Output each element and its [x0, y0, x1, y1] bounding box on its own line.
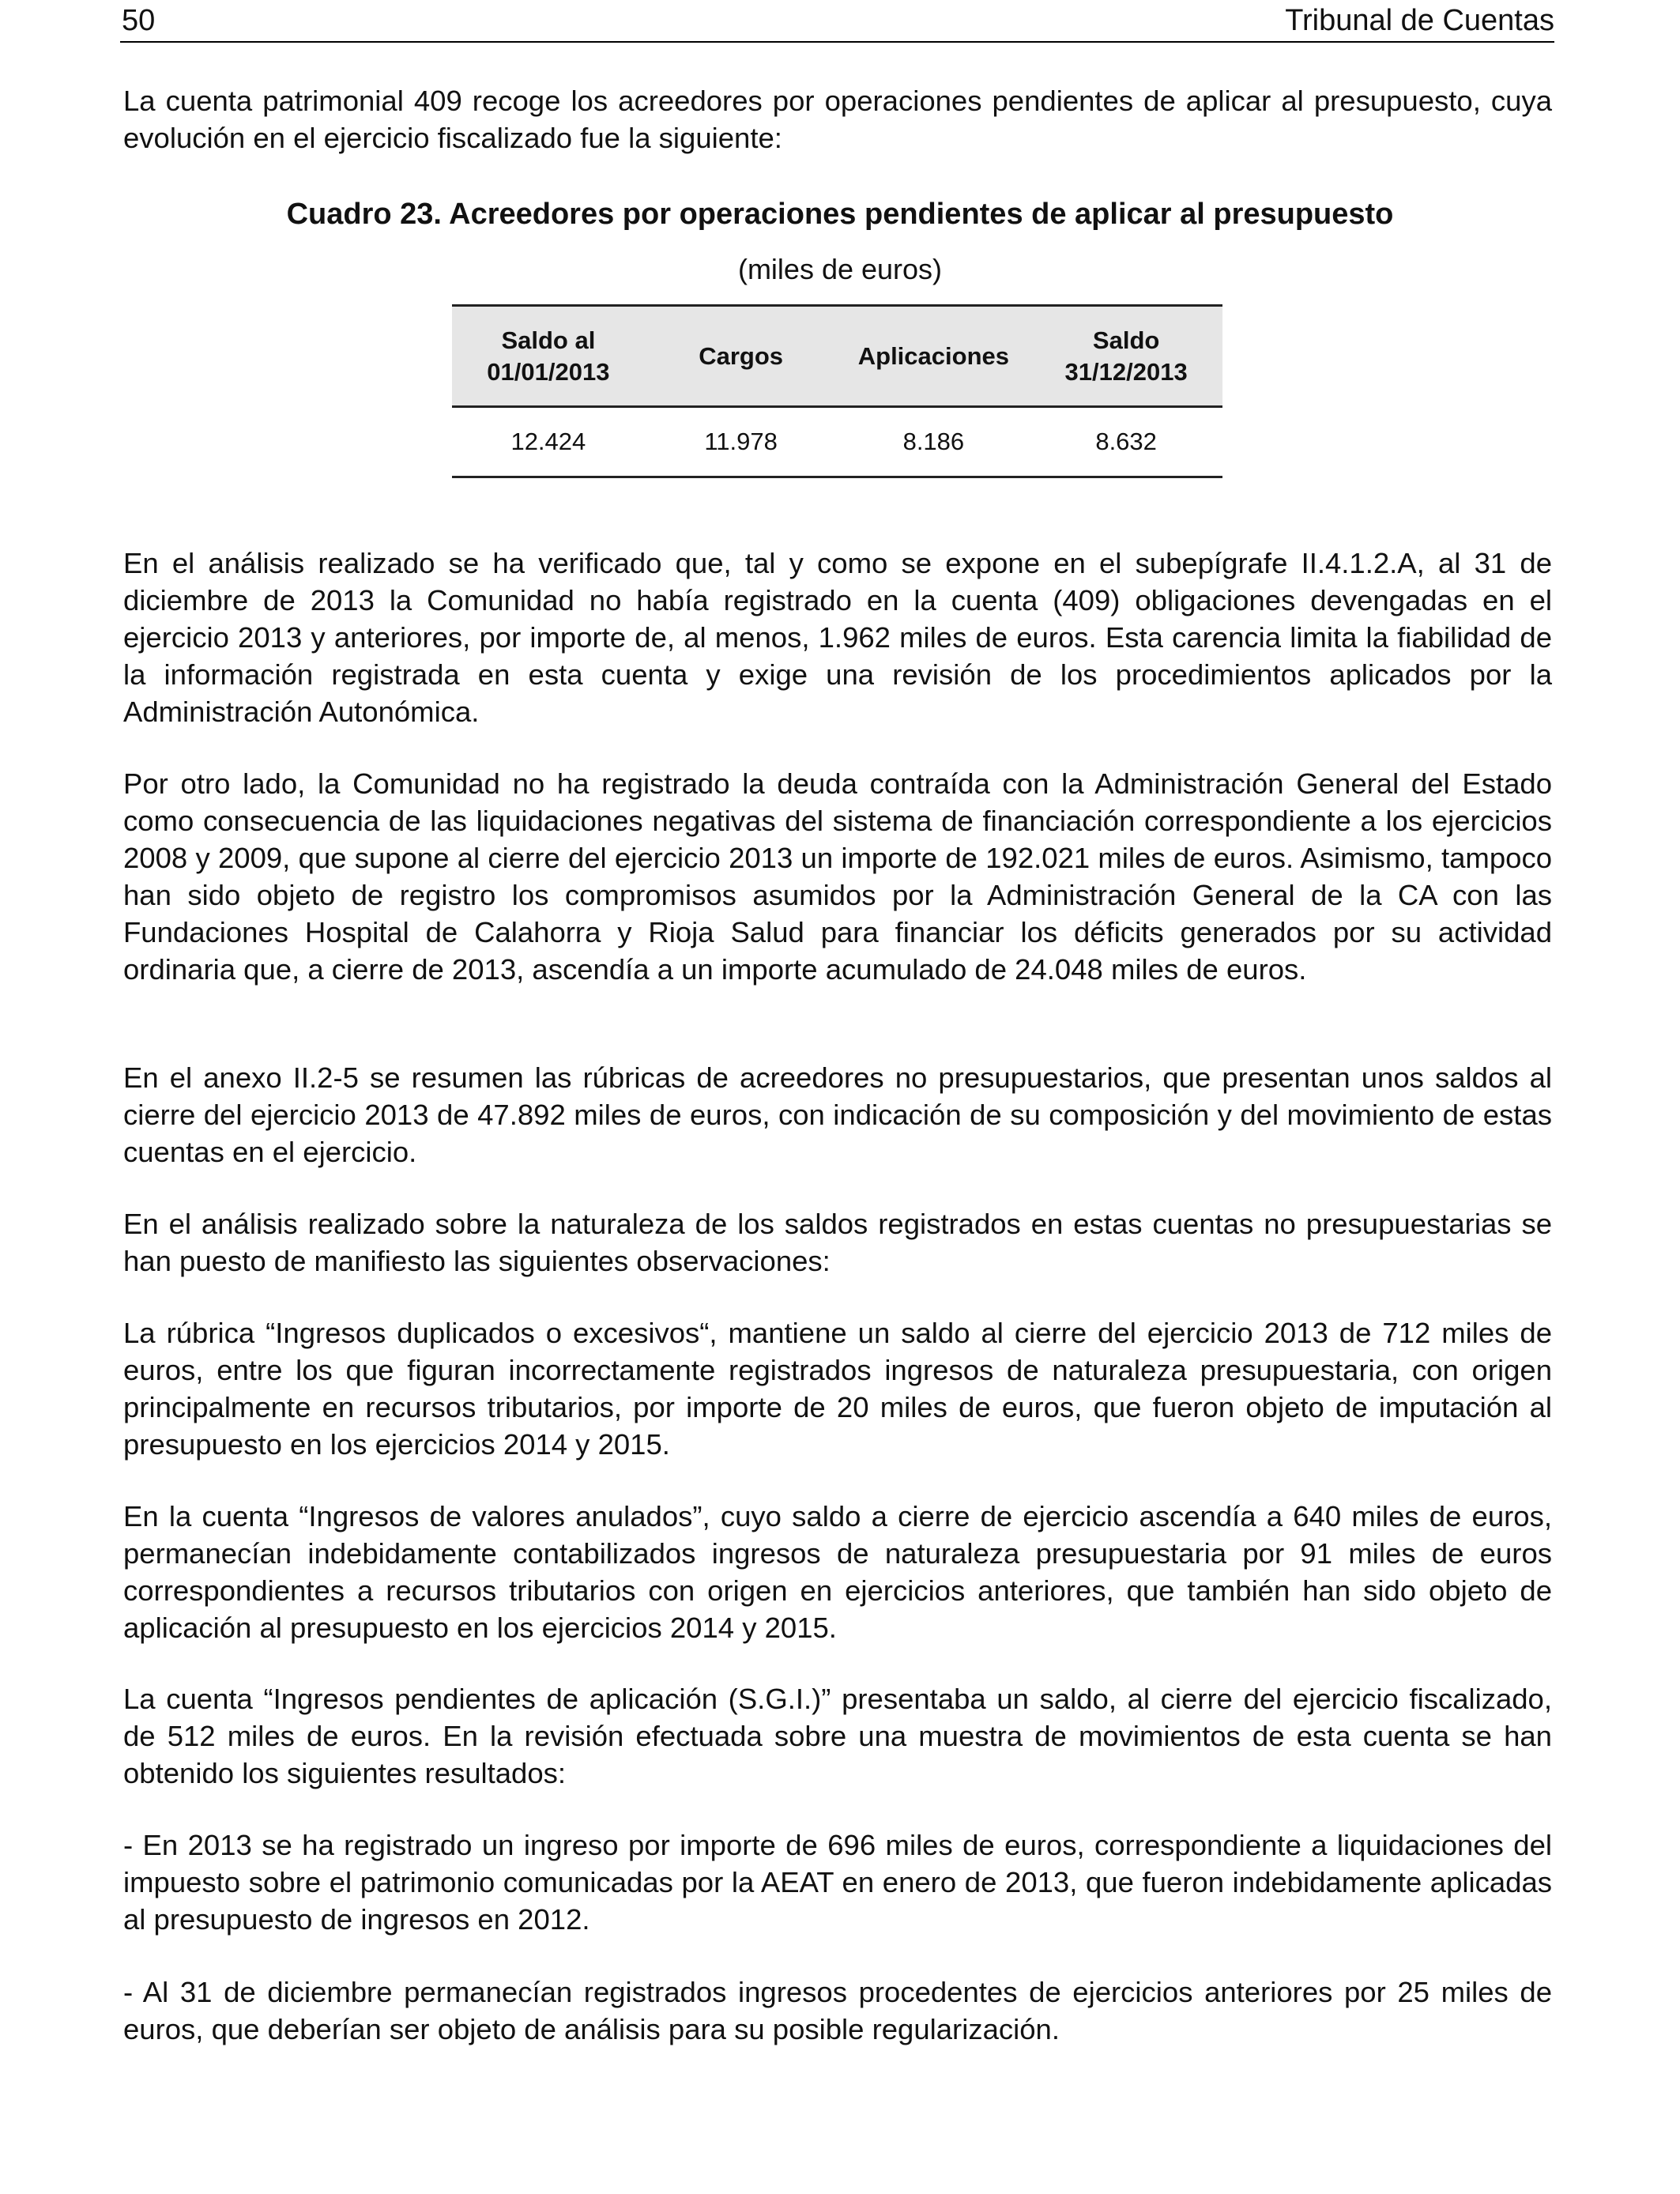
paragraph-annulled-values: En la cuenta “Ingresos de valores anulados”, cuyo saldo a cierre de ejercicio ascendía a 640 miles de euros, permanecían indebidamente contabilizados ingresos de naturaleza presupuestaria por 91 miles de euros correspondientes a recursos tributarios con origen en ejercicios anteriores, que también han sido objeto de aplicación al presupuesto en los ejercicios 2014 y 2015. [123, 1500, 1552, 1644]
list-item-2013-income: - En 2013 se ha registrado un ingreso por importe de 696 miles de euros, correspondiente a liquidaciones del impuesto sobre el patrimonio comunicadas por la AEAT en enero de 2013, que fueron indebidamente aplicadas al presupuesto de ingresos en 2012. [123, 1829, 1552, 1936]
paragraph-pending-income: La cuenta “Ingresos pendientes de aplicación (S.G.I.)” presentaba un saldo, al cierre del ejercicio fiscalizado, de 512 miles de euros. En la revisión efectuada sobre una muestra de movimientos de esta cuenta se han obtenido los siguientes resultados: [123, 1683, 1552, 1789]
intro-paragraph: La cuenta patrimonial 409 recoge los acreedores por operaciones pendientes de aplicar al presupuesto, cuya evolución en el ejercicio fiscalizado fue la siguiente: [123, 85, 1552, 154]
table-header-row [452, 306, 1222, 407]
header-saldo-inicial: Saldo al 01/01/2013 [452, 306, 645, 407]
header-aplicaciones: Aplicaciones [838, 306, 1030, 407]
table-caption: Cuadro 23. Acreedores por operaciones pendientes de aplicar al presupuesto [286, 198, 1394, 231]
table-row [452, 407, 1222, 477]
running-title: Tribunal de Cuentas [1285, 4, 1554, 37]
cell-saldo-final: 8.632 [1030, 407, 1222, 477]
header-cargos: Cargos [645, 306, 838, 407]
paragraph-duplicated-income: La rúbrica “Ingresos duplicados o excesivos“, mantiene un saldo al cierre del ejercicio 2013 de 712 miles de euros, entre los que figuran incorrectamente registrados ingresos de naturaleza presupuestaria, con origen principalmente en recursos tributarios, por importe de 20 miles de euros, que fueron objeto de imputación al presupuesto en los ejercicios 2014 y 2015. [123, 1317, 1552, 1461]
page-header [120, 0, 1554, 43]
table-units: (miles de euros) [737, 253, 943, 285]
page-number: 50 [122, 4, 156, 37]
cell-cargos: 11.978 [645, 407, 838, 477]
cell-saldo-inicial: 12.424 [452, 407, 645, 477]
paragraph-analysis: En el análisis realizado se ha verificado que, tal y como se expone en el subepígrafe II.4.1.2.A, al 31 de diciembre de 2013 la Comunidad no había registrado en la cuenta (409) obligaciones devengadas en el ejercicio 2013 y anteriores, por importe de, al menos, 1.962 miles de euros. Esta carencia limita la fiabilidad de la información registrada en esta cuenta y exige una revisión de los procedimientos aplicados por la Administración Autonómica. [123, 547, 1552, 728]
paragraph-observations: En el análisis realizado sobre la naturaleza de los saldos registrados en estas cuentas no presupuestarias se han puesto de manifiesto las siguientes observaciones: [123, 1208, 1552, 1277]
paragraph-annex: En el anexo II.2-5 se resumen las rúbricas de acreedores no presupuestarios, que presentan unos saldos al cierre del ejercicio 2013 de 47.892 miles de euros, con indicación de su composición y del movimiento de estas cuentas en el ejercicio. [123, 1061, 1552, 1168]
header-saldo-final: Saldo 31/12/2013 [1030, 306, 1222, 407]
cell-aplicaciones: 8.186 [838, 407, 1030, 477]
paragraph-debt: Por otro lado, la Comunidad no ha registrado la deuda contraída con la Administración General del Estado como consecuencia de las liquidaciones negativas del sistema de financiación correspondiente a los ejercicios 2008 y 2009, que supone al cierre del ejercicio 2013 un importe de 192.021 miles de euros. Asimismo, tampoco han sido objeto de registro los compromisos asumidos por la Administración General de la CA con las Fundaciones Hospital de Calahorra y Rioja Salud para financiar los déficits generados por su actividad ordinaria que, a cierre de 2013, ascendía a un importe acumulado de 24.048 miles de euros. [123, 767, 1552, 986]
list-item-prior-years: - Al 31 de diciembre permanecían registrados ingresos procedentes de ejercicios anteriores por 25 miles de euros, que deberían ser objeto de análisis para su posible regularización. [123, 1976, 1552, 2045]
creditors-table [452, 304, 1222, 478]
